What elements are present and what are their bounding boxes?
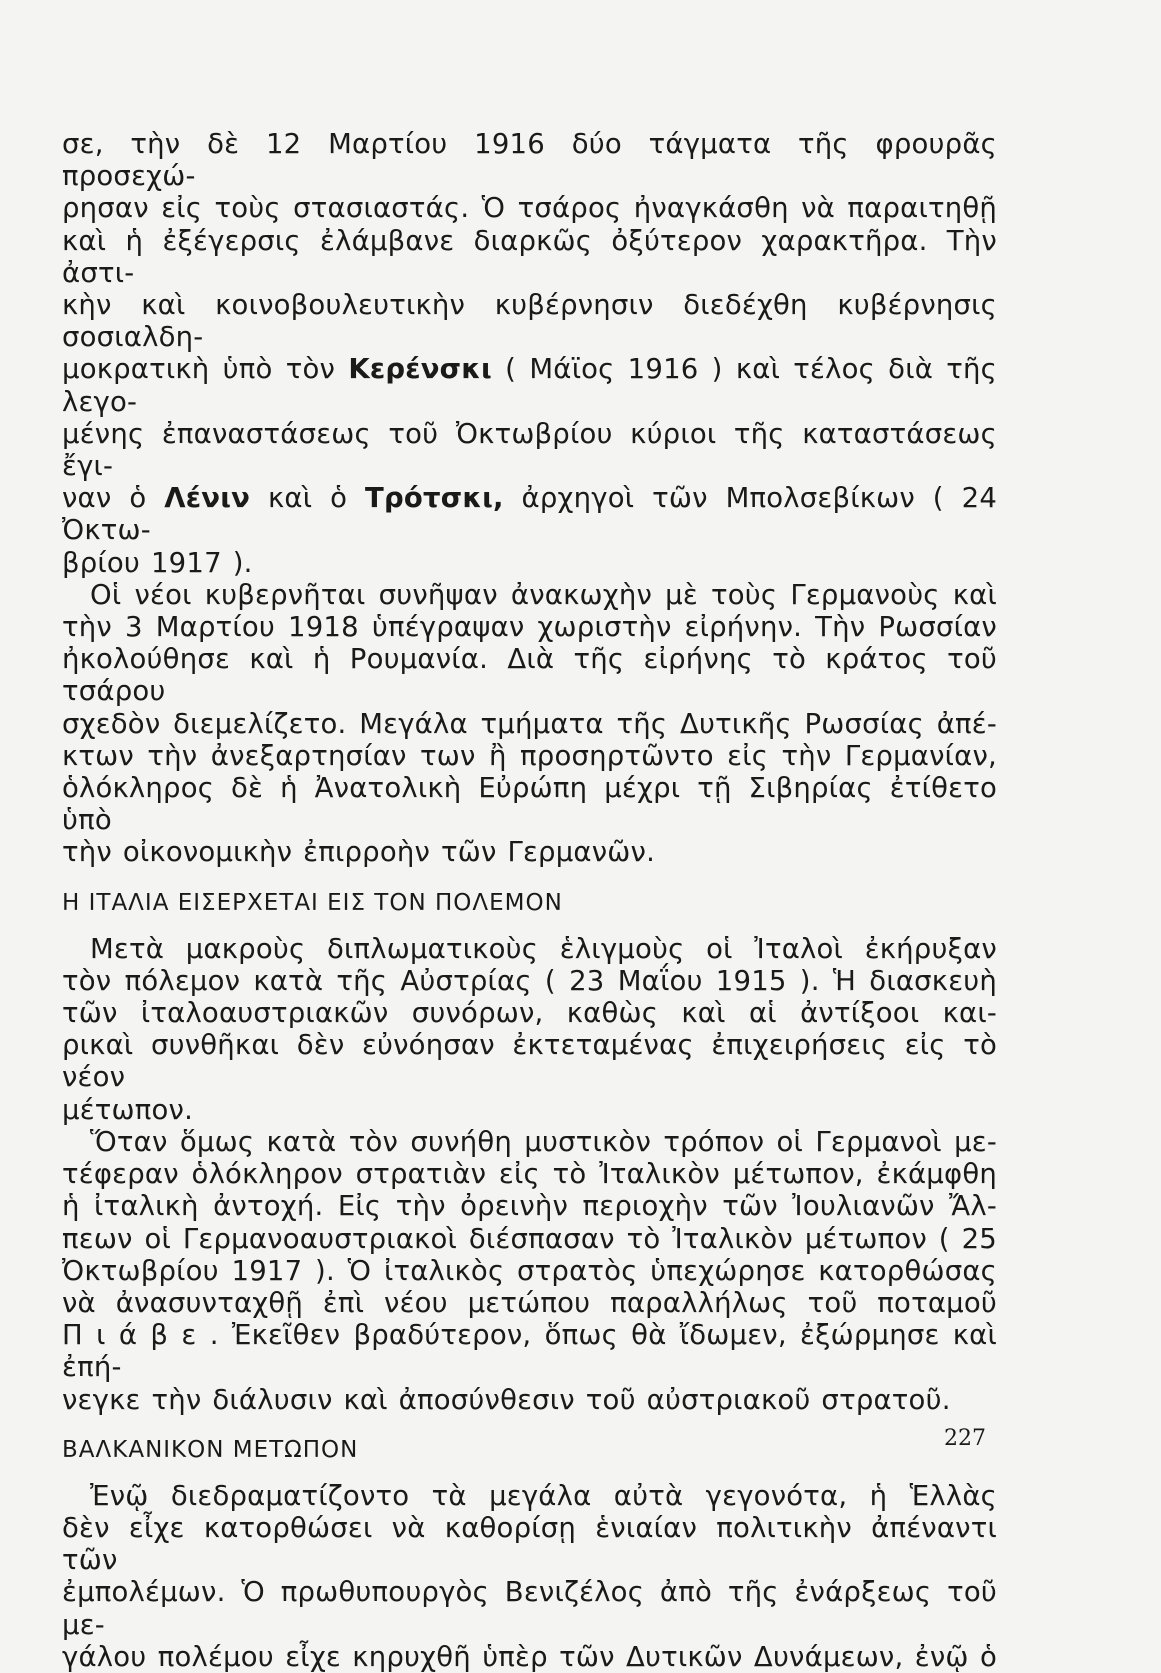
text-span: καὶ ὁ (250, 482, 366, 515)
text-line: μένης ἐπαναστάσεως τοῦ Ὀκτωβρίου κύριοι τῆς καταστάσεως ἔγι- (62, 417, 997, 483)
text-line: ἠκολούθησε καὶ ἡ Ρουμανία. Διὰ τῆς εἰρήνης τὸ κράτος τοῦ τσάρου (62, 643, 997, 708)
section-heading-italy: Η ΙΤΑΛΙΑ ΕΙΣΕΡΧΕΤΑΙ ΕΙΣ ΤΟΝ ΠΟΛΕΜΟΝ (62, 889, 563, 916)
text-line: καὶ ἡ ἐξέγερσις ἐλάμβανε διαρκῶς ὀξύτερον χαρακτῆρα. Τὴν ἀστι- (62, 224, 997, 289)
text-line: τὴν 3 Μαρτίου 1918 ὑπέγραψαν χωριστὴν εἰρήνην. Τὴν Ρωσσίαν (62, 611, 997, 644)
text-line: βρίου 1917 ). (62, 546, 253, 579)
text-line: Μετὰ μακροὺς διπλωματικοὺς ἑλιγμοὺς οἱ Ἰταλοὶ ἐκήρυξαν (90, 932, 997, 965)
text-line: δὲν εἶχε κατορθώσει νὰ καθορίσῃ ἑνιαίαν πολιτικὴν ἀπέναντι τῶν (62, 1511, 997, 1577)
text-line: Ἐνῷ διεδραματίζοντο τὰ μεγάλα αὐτὰ γεγονότα, ἡ Ἑλλὰς (90, 1479, 997, 1512)
text-span: ( Μάϊος 1916 ) καὶ τέλος διὰ τῆς λεγο- (62, 353, 997, 418)
text-line: μέτωπον. (62, 1093, 194, 1126)
text-line: ἡ ἰταλικὴ ἀντοχή. Εἰς τὴν ὀρεινὴν περιοχὴν τῶν Ἰουλιανῶν Ἄλ- (62, 1190, 997, 1223)
text-line: ρικαὶ συνθῆκαι δὲν εὐνόησαν ἐκτεταμένας ἐπιχειρήσεις εἰς τὸ νέον (62, 1029, 997, 1094)
paragraph-italian-front (62, 1126, 997, 1416)
text-line: νὰ ἀνασυνταχθῇ ἐπὶ νέου μετώπου παραλλήλως τοῦ ποταμοῦ (62, 1286, 997, 1319)
text-line (62, 353, 997, 417)
paragraph-greece (62, 1480, 997, 1673)
text-line: σχεδὸν διεμελίζετο. Μεγάλα τμήματα τῆς Δυτικῆς Ρωσσίας ἀπέ- (62, 707, 997, 740)
text-line: ρησαν εἰς τοὺς στασιαστάς. Ὁ τσάρος ἠναγκάσθη νὰ παραιτηθῇ (62, 192, 997, 225)
text-line: τὴν οἰκονομικὴν ἐπιρροὴν τῶν Γερμανῶν. (62, 836, 656, 869)
page-number: 227 (944, 1426, 986, 1451)
text-line: Ὀκτωβρίου 1917 ). Ὁ ἰταλικὸς στρατὸς ὑπεχώρησε κατορθώσας (62, 1254, 997, 1287)
text-line: κὴν καὶ κοινοβουλευτικὴν κυβέρνησιν διεδέχθη κυβέρνησις σοσιαλδη- (62, 289, 997, 354)
text-line: τὸν πόλεμον κατὰ τῆς Αὐστρίας ( 23 Μαΐου 1915 ). Ἡ διασκευὴ (62, 964, 997, 997)
text-line: ὁλόκληρος δὲ ἡ Ἀνατολικὴ Εὐρώπη μέχρι τῇ Σιβηρίας ἐτίθετο ὑπὸ (62, 772, 997, 837)
name-lenin: Λένιν (164, 482, 251, 515)
name-trotsky: Τρότσκι, (365, 482, 504, 515)
text-line: σε, τὴν δὲ 12 Μαρτίου 1916 δύο τάγματα τῆς φρουρᾶς προσεχώ- (62, 128, 997, 193)
text-line: τῶν ἰταλοαυστριακῶν συνόρων, καθὼς καὶ αἱ ἀντίξοοι και- (62, 997, 997, 1030)
text-line (62, 482, 997, 546)
text-span: ἀρχηγοὶ τῶν Μπολσεβίκων ( 24 Ὀκτω- (62, 482, 998, 547)
name-kerenski: Κερένσκι (348, 353, 492, 386)
text-line: κτων τὴν ἀνεξαρτησίαν των ἢ προσηρτῶντο εἰς τὴν Γερμανίαν, (62, 739, 997, 772)
text-line: Ὅταν ὅμως κατὰ τὸν συνήθη μυστικὸν τρόπον οἱ Γερμανοὶ με- (90, 1125, 997, 1158)
text-line: ἐμπολέμων. Ὁ πρωθυπουργὸς Βενιζέλος ἀπὸ τῆς ἐνάρξεως τοῦ με- (62, 1576, 997, 1641)
text-line: Οἱ νέοι κυβερνῆται συνῆψαν ἀνακωχὴν μὲ τοὺς Γερμανοὺς καὶ (90, 578, 997, 611)
text-line: Π ι ά β ε . Ἐκεῖθεν βραδύτερον, ὅπως θὰ ἴδωμεν, ἐξώρμησε καὶ ἐπή- (62, 1319, 997, 1384)
paragraph-russia-revolution (62, 128, 997, 579)
section-heading-balkan: ΒΑΛΚΑΝΙΚΟΝ ΜΕΤΩΠΟΝ (62, 1436, 359, 1463)
paragraph-peace-treaty (62, 579, 997, 869)
text-line: γάλου πολέμου εἶχε κηρυχθῆ ὑπὲρ τῶν Δυτικῶν Δυνάμεων, ἐνῷ ὁ (62, 1640, 997, 1673)
text-line: τέφεραν ὁλόκληρον στρατιὰν εἰς τὸ Ἰταλικὸν μέτωπον, ἐκάμφθη (62, 1158, 997, 1191)
text-line: νεγκε τὴν διάλυσιν καὶ ἀποσύνθεσιν τοῦ αὐστριακοῦ στρατοῦ. (62, 1383, 951, 1416)
paragraph-italy-enters (62, 933, 997, 1126)
text-line: πεων οἱ Γερμανοαυστριακοὶ διέσπασαν τὸ Ἰταλικὸν μέτωπον ( 25 (62, 1222, 997, 1255)
page-body (62, 128, 997, 1673)
text-span: μοκρατικὴ ὑπὸ τὸν (62, 353, 349, 386)
text-span: ναν ὁ (62, 482, 165, 515)
